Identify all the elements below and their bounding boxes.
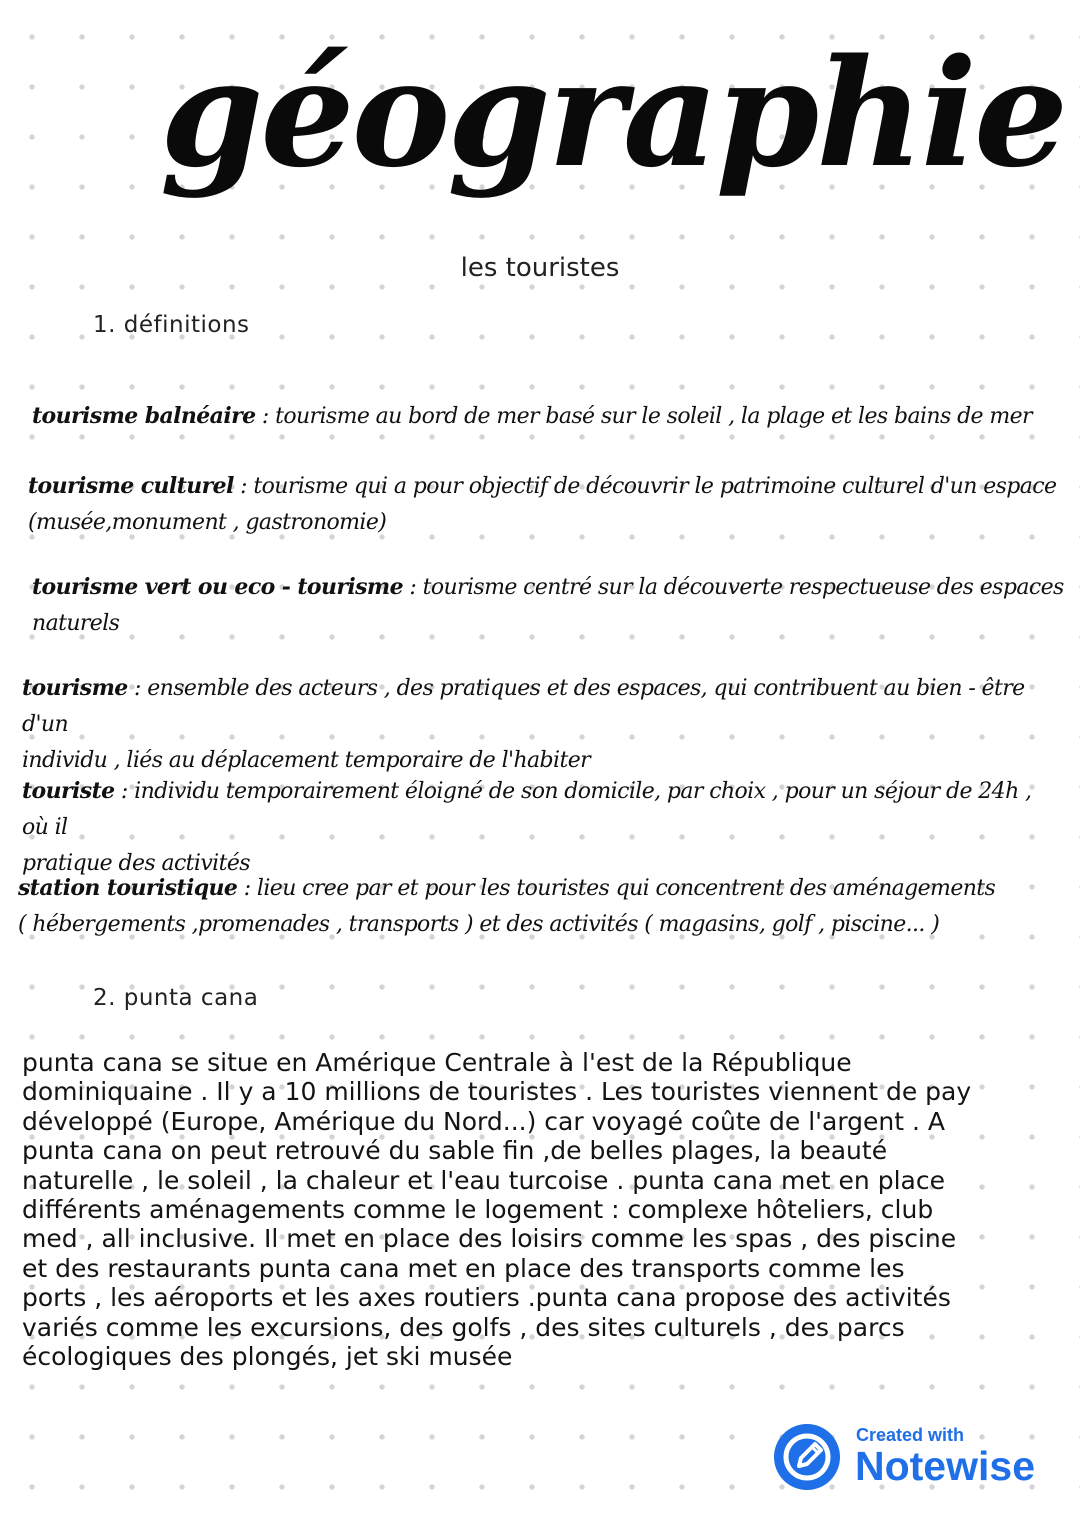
paragraph-line: écologiques des plongés, jet ski musée: [22, 1342, 513, 1372]
definition-term: station touristique: [18, 875, 238, 901]
paragraph-line: développé (Europe, Amérique du Nord...) car voyagé coûte de l'argent . A: [22, 1106, 946, 1136]
definition-text-continued: naturels: [32, 611, 120, 636]
definition-text-continued: ( hébergements ,promenades , transports ) et des activités ( magasins, golf , piscine... ): [18, 912, 940, 937]
paragraph-line: punta cana se situe en Amérique Centrale à l'est de la République: [22, 1048, 852, 1077]
definition-tourisme-culturel: [28, 468, 1068, 541]
definition-tourisme-vert: [32, 569, 1072, 642]
page-subtitle: les touristes: [460, 253, 620, 283]
definition-text: : tourisme au bord de mer basé sur le soleil , la plage et les bains de mer: [255, 404, 1032, 429]
definition-tourisme: [22, 670, 1062, 779]
paragraph-line: dominiquaine . Il y a 10 millions de touristes . Les touristes viennent de pay: [22, 1077, 972, 1107]
definition-term: touriste: [22, 778, 115, 804]
definition-text-continued: (musée,monument , gastronomie): [28, 510, 387, 535]
definition-term: tourisme balnéaire: [32, 403, 256, 429]
definition-text: : individu temporairement éloigné de son domicile, par choix , pour un séjour de 24h , où il: [22, 779, 1032, 840]
definition-term: tourisme culturel: [28, 473, 234, 499]
page-title: géographie: [160, 26, 1066, 200]
definition-term: tourisme vert ou eco - tourisme: [32, 574, 403, 600]
section-heading-punta-cana: 2. punta cana: [93, 985, 259, 1011]
paragraph-line: naturelle , le soleil , la chaleur et l'eau turcoise . punta cana met en place: [22, 1165, 945, 1195]
definition-term: tourisme: [22, 675, 128, 701]
definition-text: : lieu cree par et pour les touristes qui concentrent des aménagements: [237, 876, 996, 901]
definition-text: : ensemble des acteurs , des pratiques et des espaces, qui contribuent au bien - être d'un: [22, 676, 1025, 737]
paragraph-line: variés comme les excursions, des golfs , des sites culturels , des parcs: [22, 1312, 905, 1342]
definition-text-continued: pratique des activités: [22, 851, 250, 876]
paragraph-line: et des restaurants punta cana met en place des transports comme les: [22, 1253, 905, 1283]
section-heading-definitions: 1. définitions: [93, 312, 250, 338]
definition-station-touristique: [18, 870, 1058, 943]
definition-text: : tourisme qui a pour objectif de découvrir le patrimoine culturel d'un espace: [233, 474, 1057, 499]
definition-touriste: [22, 773, 1062, 882]
badge-created-with: Created with: [856, 1425, 965, 1445]
paragraph-line: punta cana on peut retrouvé du sable fin ,de belles plages, la beauté: [22, 1136, 888, 1166]
paragraph-line: med , all inclusive. Il met en place des loisirs comme les spas , des piscine: [22, 1224, 957, 1254]
definition-tourisme-balneaire: [32, 398, 1072, 435]
paragraph-line: ports , les aéroports et les axes routiers .punta cana propose des activités: [22, 1283, 951, 1313]
paragraph-line: différents aménagements comme le logement : complexe hôteliers, club: [22, 1195, 934, 1225]
definition-text-continued: individu , liés au déplacement temporaire de l'habiter: [22, 748, 591, 773]
definition-text: : tourisme centré sur la découverte respectueuse des espaces: [402, 575, 1064, 600]
pencil-circle-icon: [772, 1422, 842, 1492]
notewise-badge: [772, 1420, 1062, 1500]
punta-cana-paragraph: [22, 1048, 1080, 1371]
badge-brand-name: Notewise: [855, 1443, 1035, 1489]
